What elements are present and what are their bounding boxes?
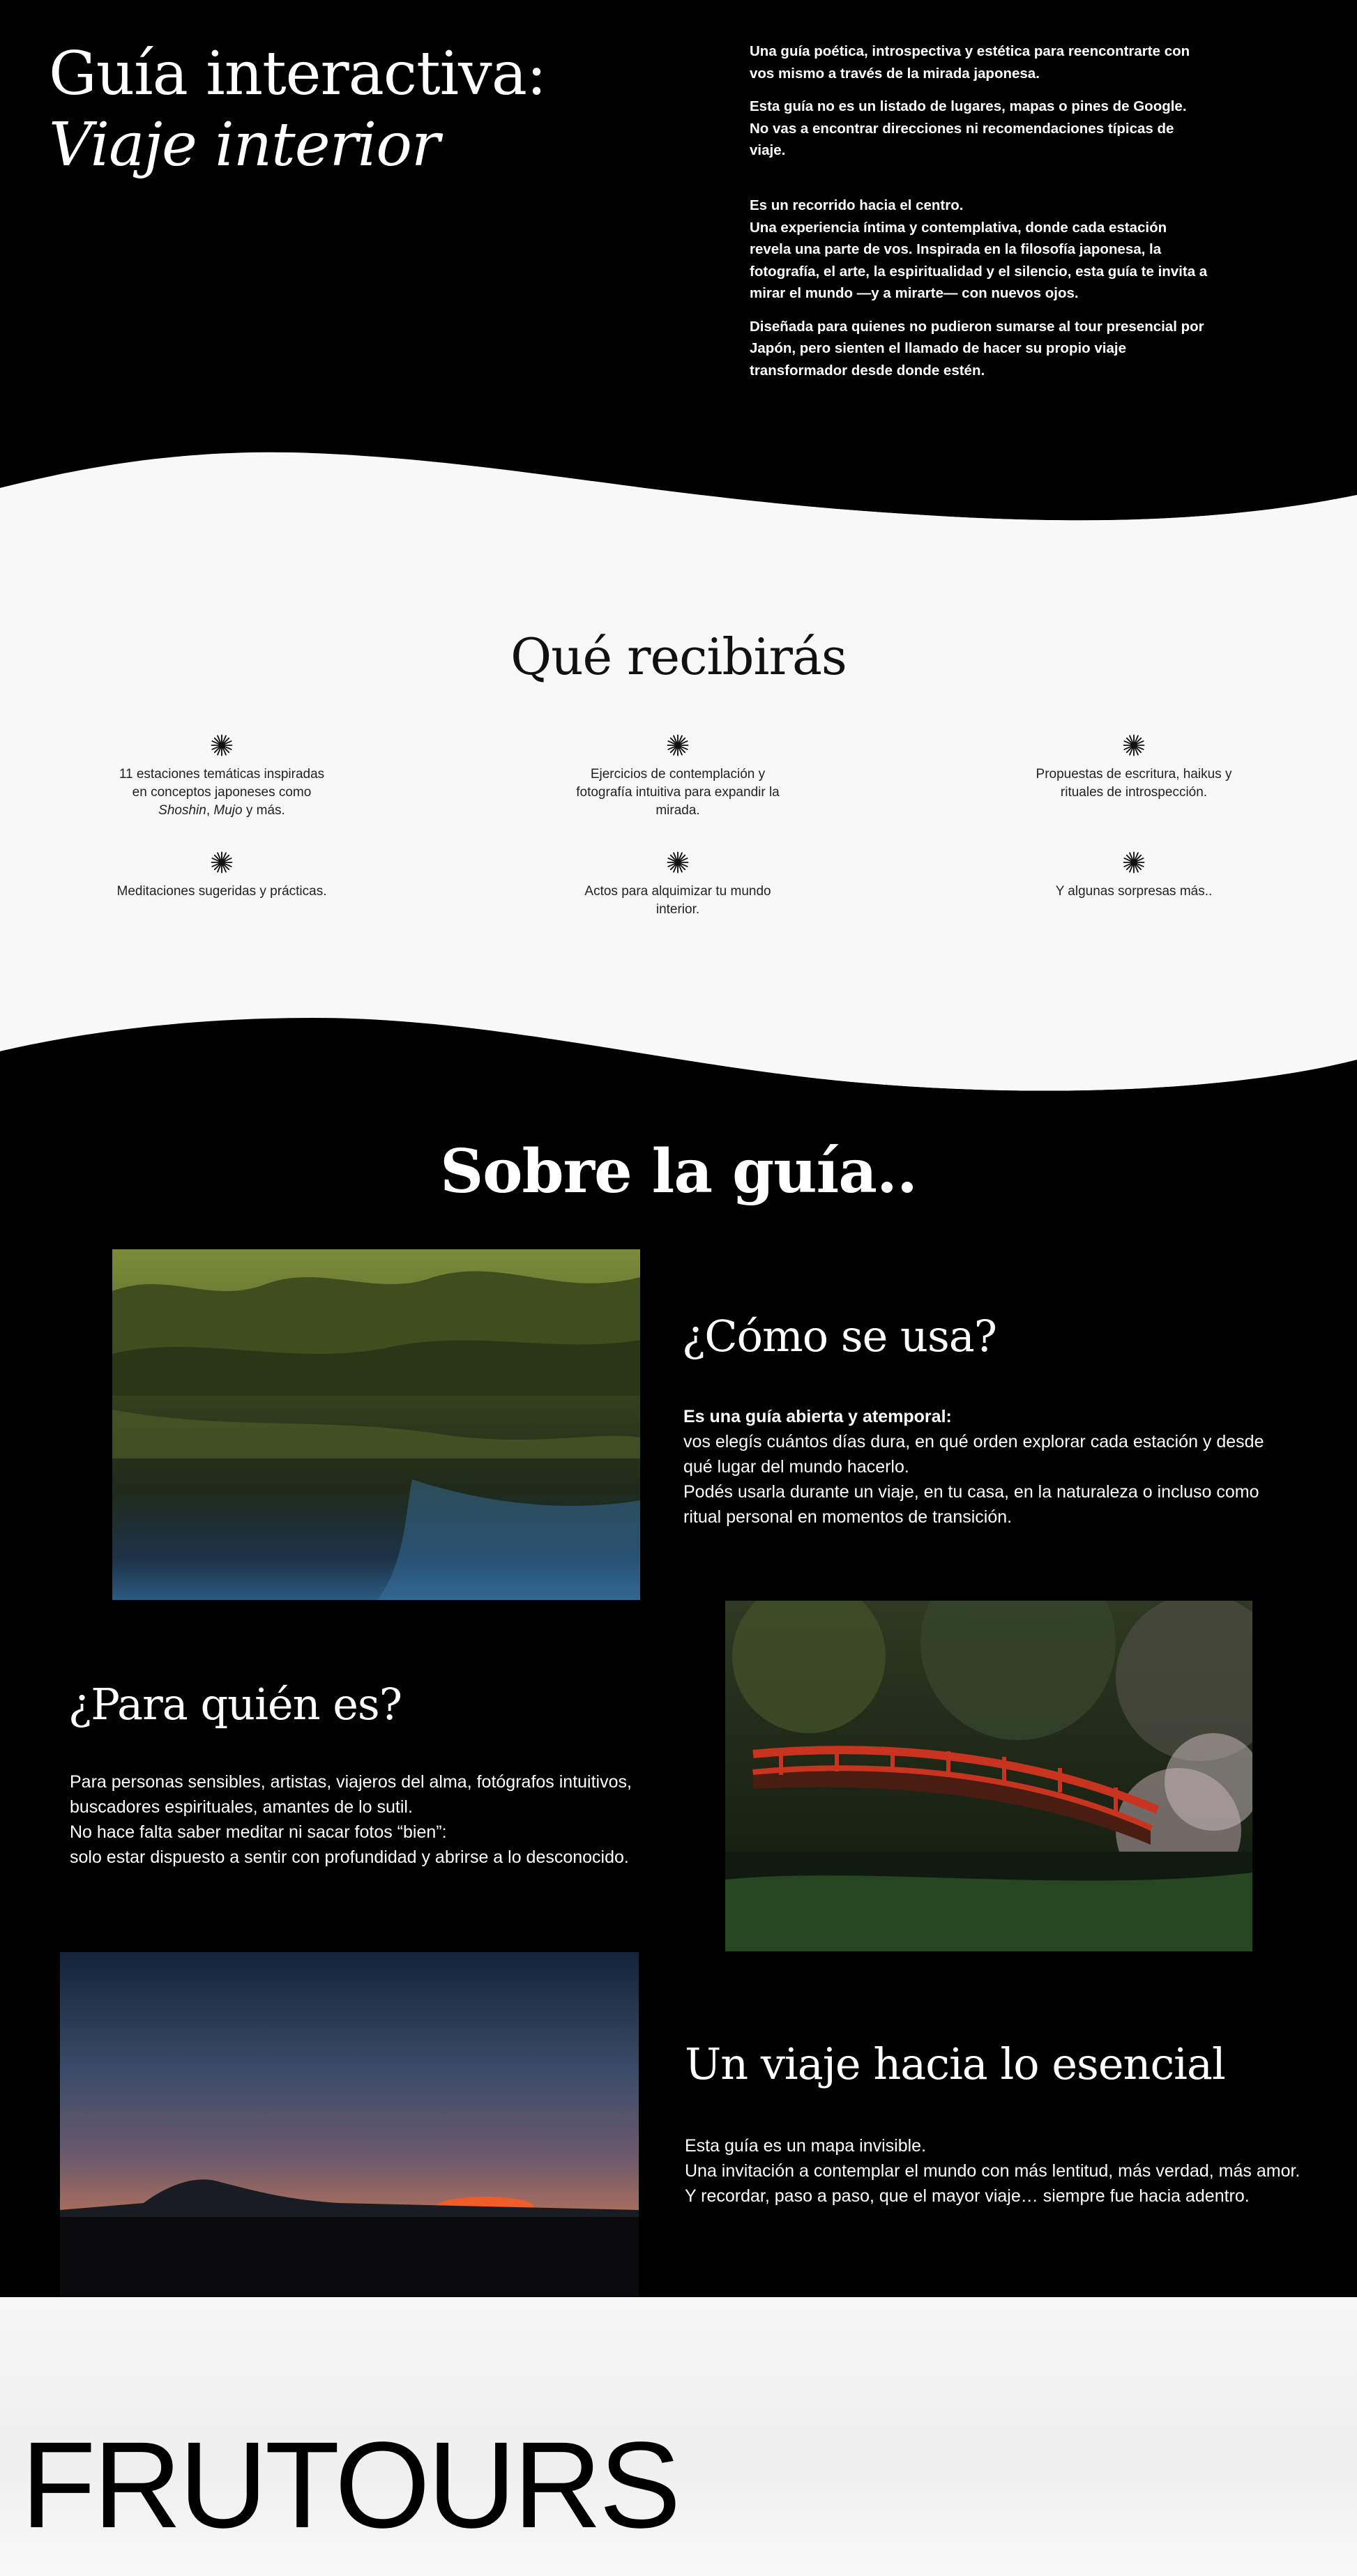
footer xyxy=(0,2297,1357,2576)
sparkle-icon xyxy=(210,851,234,874)
receive-item xyxy=(566,733,789,820)
wave-divider-top xyxy=(0,432,1357,544)
red-bridge-photo xyxy=(725,1601,1252,1951)
receive-item xyxy=(566,851,789,919)
receive-item xyxy=(110,851,333,901)
sparkle-icon xyxy=(1122,851,1146,874)
receive-title: Qué recibirás xyxy=(510,627,847,686)
block-title-essential: Un viaje hacia lo esencial xyxy=(685,2038,1225,2089)
hero-paragraph: Es un recorrido hacia el centro. Una experiencia íntima y contemplativa, donde cada estación revela una parte de vos. Inspirada en la filosofía japonesa, la fotografía, el arte, la espiritualidad y el silencio, esta guía te invita a mirar el mundo —y a mirarte— con nuevos ojos. xyxy=(750,197,1208,301)
block-text-how xyxy=(683,1404,1283,1530)
block-body: vos elegís cuántos días dura, en qué orden explorar cada estación y desde qué lugar del mundo hacerlo. Podés usarla durante un viaje, en tu casa, en la naturaleza o incluso como ritual personal en momentos de transición. xyxy=(683,1432,1264,1527)
hero-paragraph: Una guía poética, introspectiva y estética para reencontrarte con vos mismo a través de la mirada japonesa. xyxy=(750,43,1190,82)
receive-item-text: , xyxy=(206,803,214,818)
block-text-essential: Esta guía es un mapa invisible. Una invitación a contemplar el mundo con más lentitud, más verdad, más amor. Y recordar, paso a paso, que el mayor viaje… siempre fue hacia adentro. xyxy=(685,2136,1301,2206)
receive-item-text: 11 estaciones temáticas inspiradas en conceptos japoneses como xyxy=(119,767,325,800)
receive-item-term: Shoshin xyxy=(158,803,206,818)
receive-item xyxy=(110,733,333,820)
receive-section xyxy=(0,481,1357,1074)
forest-lake-photo xyxy=(112,1249,640,1600)
about-title: Sobre la guía.. xyxy=(440,1136,917,1207)
block-title-how: ¿Cómo se usa? xyxy=(682,1311,997,1362)
block-lead: Es una guía abierta y atemporal: xyxy=(683,1407,952,1426)
receive-item-text: y más. xyxy=(242,803,285,818)
receive-item-text: Y algunas sorpresas más.. xyxy=(1055,884,1213,899)
sparkle-icon xyxy=(666,851,690,874)
sunset-photo xyxy=(60,1952,639,2297)
block-text-who: Para personas sensibles, artistas, viajeros del alma, fotógrafos intuitivos, buscadores espirituales, amantes de lo sutil. No hace falta saber meditar ni sacar fotos “bien”: solo estar dispuesto a sentir con profundidad y abrirse a lo desconocido. xyxy=(70,1772,632,1867)
hero-title-line2: Viaje interior xyxy=(49,110,440,180)
hero-intro xyxy=(750,40,1210,393)
receive-item-text: Propuestas de escritura, haikus y rituales de introspección. xyxy=(1036,767,1232,800)
receive-item xyxy=(1022,733,1245,802)
receive-item-text: Meditaciones sugeridas y prácticas. xyxy=(116,884,327,899)
wave-divider-bottom xyxy=(0,1004,1357,1102)
hero-title xyxy=(49,38,546,181)
brand-logo[interactable]: FRUTOURS xyxy=(21,2417,678,2554)
block-title-who: ¿Para quién es? xyxy=(68,1679,402,1730)
hero-paragraph: Diseñada para quienes no pudieron sumarse al tour presencial por Japón, pero sienten el llamado de hacer su propio viaje transformador desde donde estén. xyxy=(750,318,1204,379)
sparkle-icon xyxy=(210,733,234,757)
hero-title-line1: Guía interactiva: xyxy=(49,39,546,109)
receive-item xyxy=(1022,851,1245,901)
receive-item-term: Mujo xyxy=(213,803,243,818)
hero-paragraph: Esta guía no es un listado de lugares, mapas o pines de Google. No vas a encontrar direcciones ni recomendaciones típicas de viaje. xyxy=(750,98,1187,158)
sparkle-icon xyxy=(666,733,690,757)
receive-item-text: Ejercicios de contemplación y fotografía intuitiva para expandir la mirada. xyxy=(576,767,780,818)
sparkle-icon xyxy=(1122,733,1146,757)
receive-item-text: Actos para alquimizar tu mundo interior. xyxy=(584,884,771,917)
